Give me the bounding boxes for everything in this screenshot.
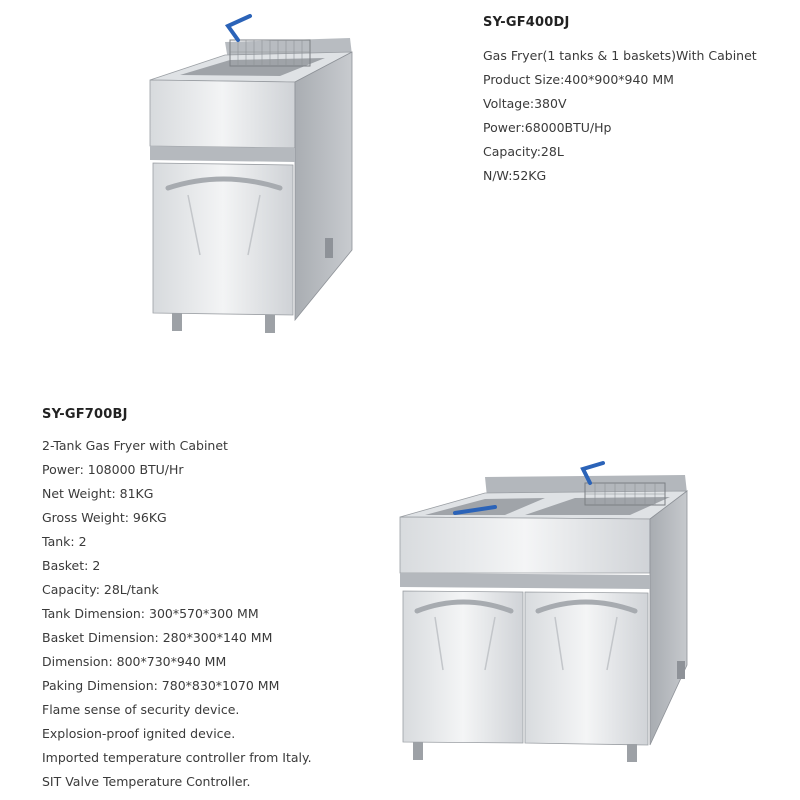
spec-item: Basket: 2: [42, 558, 101, 573]
spec-item: Explosion-proof ignited device.: [42, 726, 236, 741]
spec-item: Net Weight: 81KG: [42, 486, 154, 501]
model-title: SY-GF400DJ: [483, 15, 570, 30]
spec-item: Flame sense of security device.: [42, 702, 240, 717]
spec-item: 2-Tank Gas Fryer with Cabinet: [42, 438, 228, 453]
spec-item: Tank: 2: [42, 534, 87, 549]
spec-item: SIT Valve Temperature Controller.: [42, 774, 251, 789]
fryer-double-tank-image: [385, 455, 705, 765]
spec-item: Gross Weight: 96KG: [42, 510, 167, 525]
spec-item: Power:68000BTU/Hp: [483, 120, 612, 135]
spec-item: Power: 108000 BTU/Hr: [42, 462, 184, 477]
spec-list: [483, 44, 757, 188]
fryer-single-tank-image: [120, 0, 370, 350]
product-info-sy-gf700bj: [42, 407, 312, 794]
spec-item: Product Size:400*900*940 MM: [483, 72, 674, 87]
spec-item: N/W:52KG: [483, 168, 547, 183]
model-title: SY-GF700BJ: [42, 407, 128, 422]
spec-item: Capacity:28L: [483, 144, 564, 159]
spec-item: Voltage:380V: [483, 96, 567, 111]
spec-item: Dimension: 800*730*940 MM: [42, 654, 227, 669]
spec-item: Paking Dimension: 780*830*1070 MM: [42, 678, 280, 693]
spec-item: Imported temperature controller from Italy.: [42, 750, 312, 765]
product-info-sy-gf400dj: [483, 15, 757, 188]
spec-item: Tank Dimension: 300*570*300 MM: [42, 606, 259, 621]
spec-list: [42, 434, 312, 794]
spec-item: Basket Dimension: 280*300*140 MM: [42, 630, 273, 645]
spec-item: Gas Fryer(1 tanks & 1 baskets)With Cabinet: [483, 48, 757, 63]
spec-item: Capacity: 28L/tank: [42, 582, 159, 597]
